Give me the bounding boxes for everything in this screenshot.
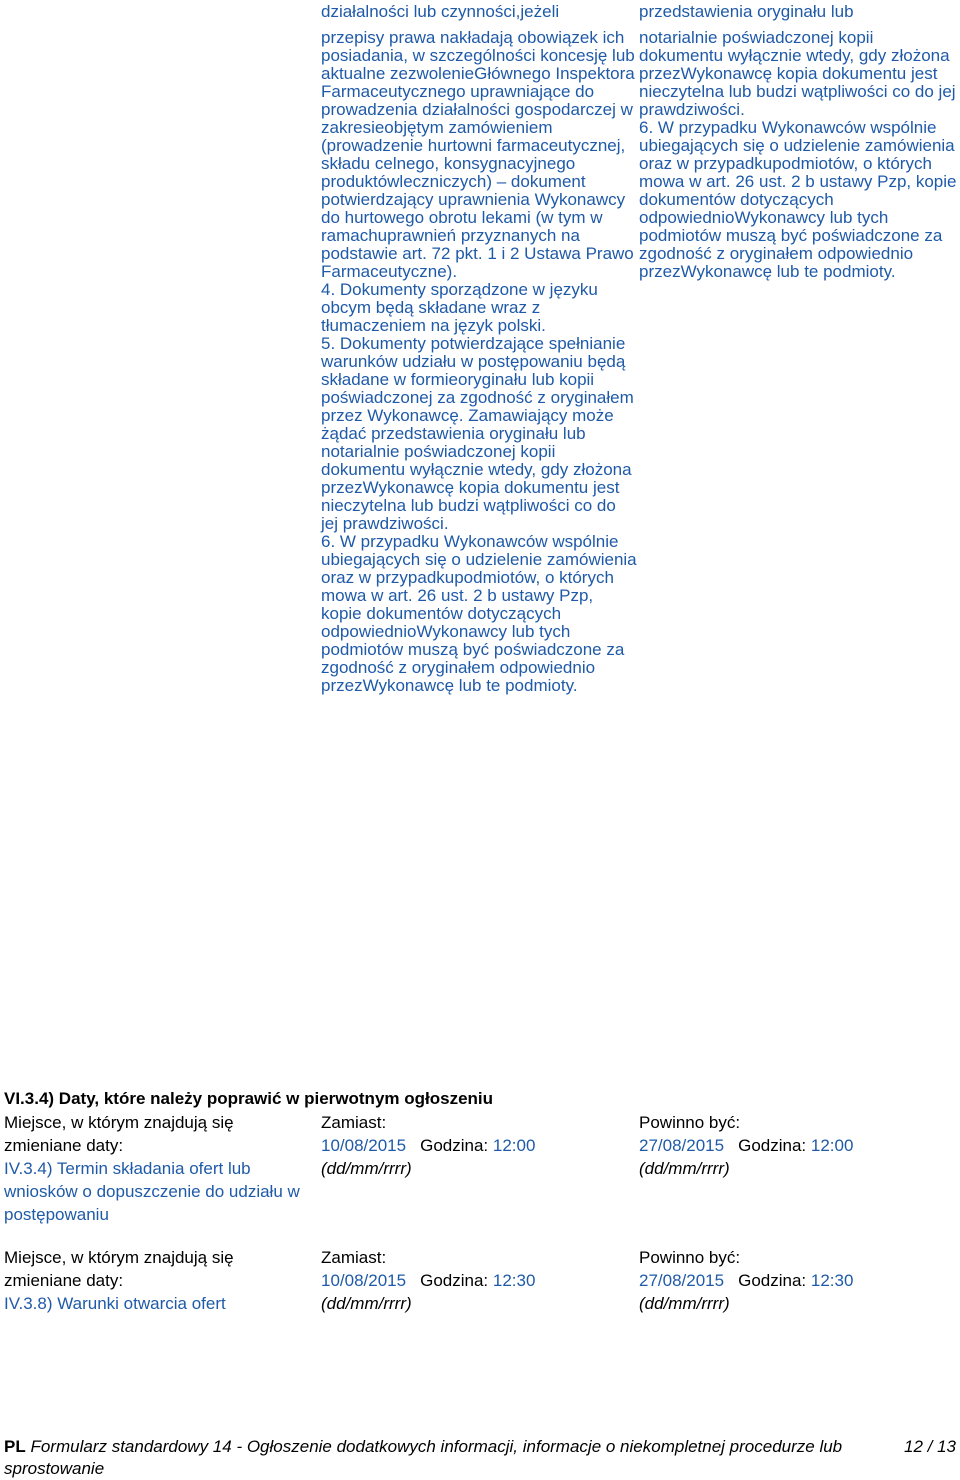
- should-time-label: Godzina:: [738, 1136, 807, 1155]
- mid-first-line: działalności lub czynności,jeżeli: [321, 2, 560, 21]
- instead-date: 10/08/2015: [321, 1136, 407, 1155]
- right-paragraph-1: notarialnie poświadczonej kopii dokumentu wyłącznie wtedy, gdy złożona przezWykonawcę kopia dokumentu jest nieczytelna lub budzi wątpliwości co do jej prawdziwości.: [639, 28, 956, 119]
- mid-paragraph-3: 5. Dokumenty potwierdzające spełnianie warunków udziału w postępowaniu będą składane w formieoryginału lub kopii poświadczonej za zgodność z oryginałem przez Wykonawcę. Zamawiający może żądać przedstawienia oryginału lub notarialnie poświadczonej kopii dokumentu wyłącznie wtedy, gdy złożona przezWykonawcę kopia dokumentu jest nieczytelna lub budzi wątpliwości co do jej prawdziwości.: [321, 334, 634, 533]
- should-datetime: [639, 1134, 955, 1157]
- page-footer: [4, 1436, 956, 1480]
- should-format: (dd/mm/rrrr): [639, 1159, 730, 1178]
- place-reference: IV.3.8) Warunki otwarcia ofert: [4, 1294, 226, 1313]
- instead-label: Zamiast:: [321, 1248, 387, 1267]
- instead-time-label: Godzina:: [420, 1271, 489, 1290]
- place-reference: IV.3.4) Termin składania ofert lub wniosków o dopuszczenie do udziału w postępowaniu: [4, 1159, 300, 1224]
- should-time: 12:00: [810, 1136, 854, 1155]
- should-time-label: Godzina:: [738, 1271, 807, 1290]
- footer-left: [4, 1436, 884, 1480]
- right-paragraph-2: 6. W przypadku Wykonawców wspólnie ubiegających się o udzielenie zamówienia oraz w przypadkupodmiotów, o których mowa w art. 26 ust. 2 b ustawy Pzp, kopie dokumentów dotyczących odpowiednioWykonawcy lub tych podmiotów muszą być poświadczone za zgodność z oryginałem odpowiednio przezWykonawcę lub te podmioty.: [639, 118, 957, 281]
- footer-lang: PL: [4, 1437, 26, 1456]
- place-label-line-1: Miejsce, w którym znajdują się: [4, 1113, 234, 1132]
- instead-label: Zamiast:: [321, 1113, 387, 1132]
- should-time: 12:30: [810, 1271, 854, 1290]
- instead-cell: [321, 1111, 637, 1180]
- place-label-line-2: zmieniane daty:: [4, 1271, 124, 1290]
- should-datetime: [639, 1269, 955, 1292]
- footer-text: Formularz standardowy 14 - Ogłoszenie dodatkowych informacji, informacje o niekompletnej procedurze lub sprostowanie: [4, 1437, 843, 1478]
- instead-time-label: Godzina:: [420, 1136, 489, 1155]
- place-label-line-2: zmieniane daty:: [4, 1136, 124, 1155]
- should-cell: [639, 1246, 955, 1315]
- instead-datetime: [321, 1134, 637, 1157]
- right-text-column: [639, 3, 957, 281]
- mid-paragraph-1: przepisy prawa nakładają obowiązek ich posiadania, w szczególności koncesję lub aktualne zezwolenieGłównego Inspektora Farmaceutycznego uprawniające do prowadzenia działalności gospodarczej w zakresieobjętym zamówieniem (prowadzenie hurtowni farmaceutycznej, składu celnego, konsygnacyjnego produktówleczniczych) – dokument potwierdzający uprawnienia Wykonawcy do hurtowego obrotu lekami (w tym w ramachuprawnień przyznanych na podstawie art. 72 pkt. 1 i 2 Ustawa Prawo Farmaceutyczne).: [321, 28, 635, 281]
- instead-cell: [321, 1246, 637, 1315]
- should-label: Powinno być:: [639, 1248, 741, 1267]
- instead-date: 10/08/2015: [321, 1271, 407, 1290]
- mid-paragraph-4: 6. W przypadku Wykonawców wspólnie ubiegających się o udzielenie zamówienia oraz w przypadkupodmiotów, o których mowa w art. 26 ust. 2 b ustawy Pzp, kopie dokumentów dotyczących odpowiednioWykonawcy lub tych podmiotów muszą być poświadczone za zgodność z oryginałem odpowiednio przezWykonawcę lub te podmioty.: [321, 532, 637, 695]
- should-format: (dd/mm/rrrr): [639, 1294, 730, 1313]
- should-cell: [639, 1111, 955, 1180]
- mid-paragraph-2: 4. Dokumenty sporządzone w języku obcym będą składane wraz z tłumaczeniem na język polski.: [321, 280, 598, 335]
- instead-time: 12:00: [492, 1136, 536, 1155]
- instead-format: (dd/mm/rrrr): [321, 1159, 412, 1178]
- section-title: VI.3.4) Daty, które należy poprawić w pierwotnym ogłoszeniu: [4, 1089, 494, 1108]
- page-number: 12 / 13: [904, 1437, 956, 1456]
- should-date: 27/08/2015: [639, 1271, 725, 1290]
- right-first-line: przedstawienia oryginału lub: [639, 2, 854, 21]
- middle-text-column: [321, 3, 637, 695]
- place-label-line-1: Miejsce, w którym znajdują się: [4, 1248, 234, 1267]
- should-label: Powinno być:: [639, 1113, 741, 1132]
- instead-time: 12:30: [492, 1271, 536, 1290]
- place-cell: [4, 1246, 320, 1315]
- instead-datetime: [321, 1269, 637, 1292]
- place-cell: [4, 1111, 320, 1226]
- instead-format: (dd/mm/rrrr): [321, 1294, 412, 1313]
- should-date: 27/08/2015: [639, 1136, 725, 1155]
